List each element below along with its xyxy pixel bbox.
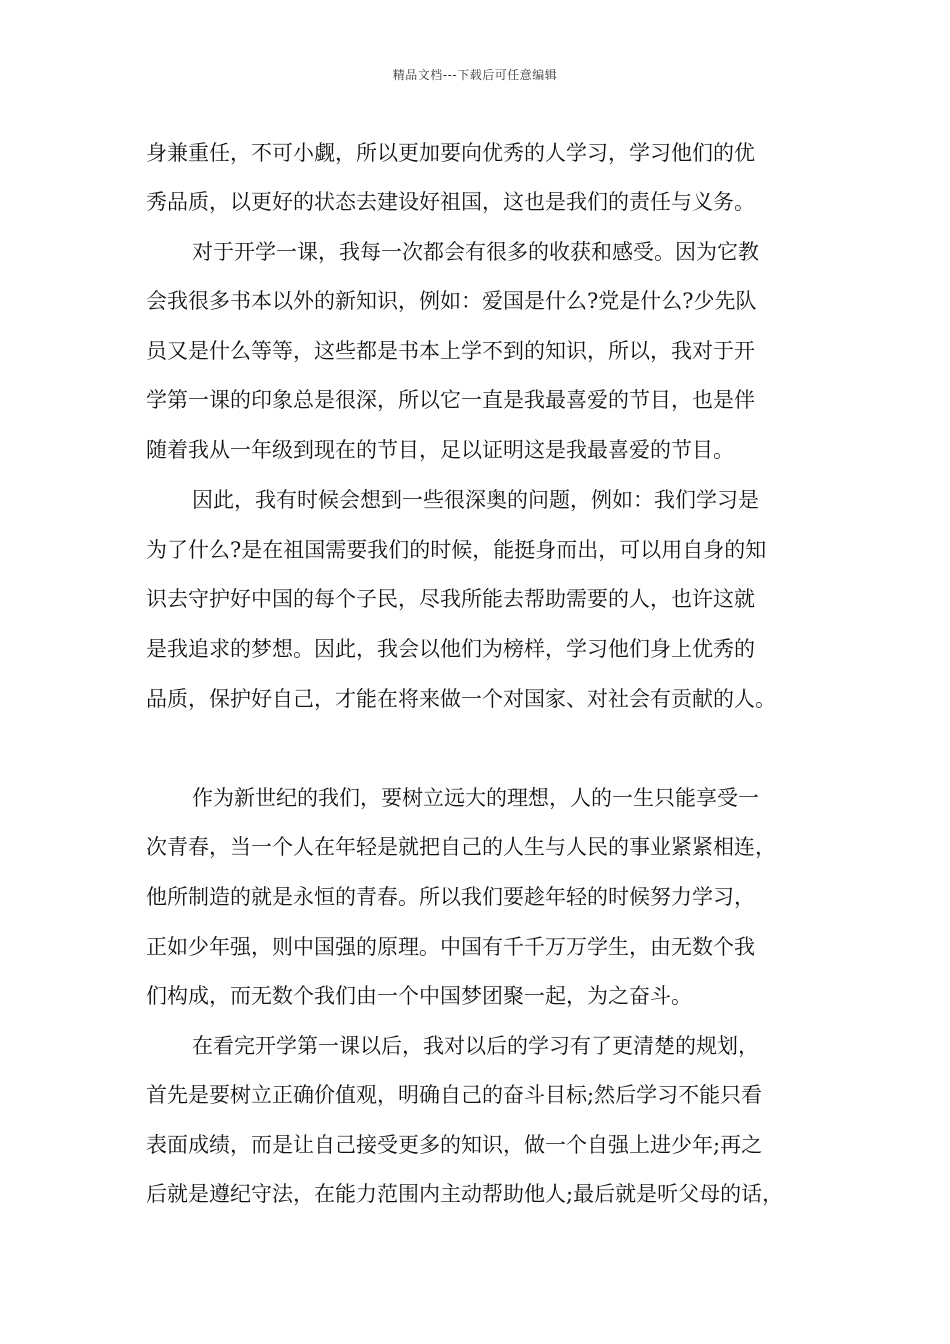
page-header: 精品文档---下载后可任意编辑 <box>392 68 558 82</box>
paragraph-line: 在看完开学第一课以后，我对以后的学习有了更清楚的规划， <box>192 1034 759 1058</box>
paragraph-line: 后就是遵纪守法，在能力范围内主动帮助他人;最后就是听父母的话， <box>146 1182 784 1206</box>
paragraph-line: 作为新世纪的我们，要树立远大的理想，人的一生只能享受一 <box>192 786 759 810</box>
paragraph-line: 为了什么?是在祖国需要我们的时候，能挺身而出，可以用自身的知 <box>146 538 767 562</box>
paragraph-line: 对于开学一课，我每一次都会有很多的收获和感受。因为它教 <box>192 240 759 264</box>
paragraph-line: 因此，我有时候会想到一些很深奥的问题，例如：我们学习是 <box>192 488 759 512</box>
paragraph-line: 学第一课的印象总是很深，所以它一直是我最喜爱的节目，也是伴 <box>146 388 755 412</box>
paragraph-line: 秀品质，以更好的状态去建设好祖国，这也是我们的责任与义务。 <box>146 190 755 214</box>
paragraph-line: 会我很多书本以外的新知识，例如：爱国是什么?党是什么?少先队 <box>146 289 757 313</box>
paragraph-line: 表面成绩，而是让自己接受更多的知识，做一个自强上进少年;再之 <box>146 1133 763 1157</box>
paragraph-line: 品质，保护好自己，才能在将来做一个对国家、对社会有贡献的人。 <box>146 687 776 711</box>
paragraph-line: 识去守护好中国的每个子民，尽我所能去帮助需要的人，也许这就 <box>146 587 755 611</box>
paragraph-line: 随着我从一年级到现在的节目，足以证明这是我最喜爱的节目。 <box>146 438 734 462</box>
paragraph-line: 身兼重任，不可小觑，所以更加要向优秀的人学习，学习他们的优 <box>146 141 755 165</box>
paragraph-line: 员又是什么等等，这些都是书本上学不到的知识，所以，我对于开 <box>146 339 755 363</box>
paragraph-line: 次青春，当一个人在年轻是就把自己的人生与人民的事业紧紧相连， <box>146 835 776 859</box>
paragraph-line: 首先是要树立正确价值观，明确自己的奋斗目标;然后学习不能只看 <box>146 1083 763 1107</box>
paragraph-line: 是我追求的梦想。因此，我会以他们为榜样，学习他们身上优秀的 <box>146 637 755 661</box>
paragraph-line: 们构成，而无数个我们由一个中国梦团聚一起，为之奋斗。 <box>146 984 692 1008</box>
paragraph-line: 他所制造的就是永恒的青春。所以我们要趁年轻的时候努力学习， <box>146 885 755 909</box>
paragraph-line: 正如少年强，则中国强的原理。中国有千千万万学生，由无数个我 <box>146 935 755 959</box>
